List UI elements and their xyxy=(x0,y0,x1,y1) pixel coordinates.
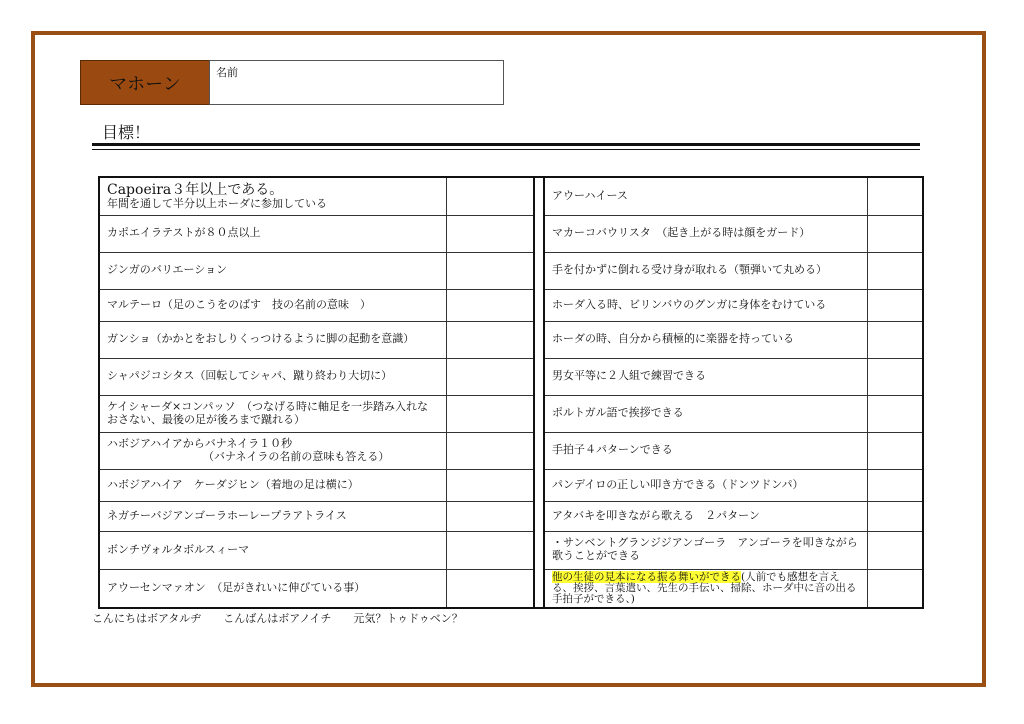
check-cell-right[interactable] xyxy=(867,252,923,289)
goal-right-cell: ホーダ入る時、ビリンバウのグンガに身体をむけている xyxy=(544,289,867,321)
table-row xyxy=(99,569,923,608)
check-cell-left[interactable] xyxy=(446,469,534,501)
goal-left-text: ハボジアハイアからバナネイラ１０秒 xyxy=(107,436,293,450)
highlighted-goal: 他の生徒の見本になる振る舞いができる xyxy=(552,570,741,583)
check-cell-right[interactable] xyxy=(867,358,923,395)
goal-left-cell: マルテーロ（足のこうをのばす 技の名前の意味 ） xyxy=(99,289,446,321)
table-row xyxy=(99,252,923,289)
goal-right-cell: アウーハイース xyxy=(544,177,867,215)
check-cell-left[interactable] xyxy=(446,252,534,289)
check-cell-right[interactable] xyxy=(867,469,923,501)
column-gap xyxy=(534,531,544,569)
check-cell-right[interactable] xyxy=(867,289,923,321)
goal-right-cell: ポルトガル語で挨拶できる xyxy=(544,395,867,432)
column-gap xyxy=(534,569,544,608)
goal-left-cell: カポエイラテストが８０点以上 xyxy=(99,215,446,252)
level-badge xyxy=(80,60,210,105)
goal-right-cell: 手を付かずに倒れる受け身が取れる（顎弾いて丸める） xyxy=(544,252,867,289)
goal-left-subtext: （バナネイラの名前の意味も答える） xyxy=(203,449,390,463)
check-cell-right[interactable] xyxy=(867,501,923,531)
table-row xyxy=(99,177,923,215)
goals-table xyxy=(98,176,924,609)
heading-rule-thin xyxy=(92,149,920,150)
table-row xyxy=(99,395,923,432)
table-row xyxy=(99,432,923,469)
goal-right-cell: パンデイロの正しい叩き方できる（ドンツドンパ） xyxy=(544,469,867,501)
column-gap xyxy=(534,501,544,531)
check-cell-left[interactable] xyxy=(446,432,534,469)
goal-right-cell: ・サンベントグランジジアンゴーラ アンゴーラを叩きながら歌うことができる xyxy=(544,531,867,569)
goal-left-cell: ガンショ（かかとをおしりくっつけるように脚の起動を意識） xyxy=(99,321,446,358)
goal-left-cell: ハボジアハイア ケーダジヒン（着地の足は横に） xyxy=(99,469,446,501)
check-cell-right[interactable] xyxy=(867,177,923,215)
check-cell-right[interactable] xyxy=(867,569,923,608)
goal-left-cell: アウーセンマァオン （足がきれいに伸びている事） xyxy=(99,569,446,608)
column-gap xyxy=(534,252,544,289)
goal-right-cell xyxy=(544,569,867,608)
goal-left-cell: ボンチヴォルタボルスィーマ xyxy=(99,531,446,569)
goal-right-cell: マカーコバウリスタ （起き上がる時は顔をガード） xyxy=(544,215,867,252)
name-label: 名前 xyxy=(216,66,238,79)
check-cell-right[interactable] xyxy=(867,215,923,252)
table-row xyxy=(99,215,923,252)
column-gap xyxy=(534,358,544,395)
goal-left-text: Capoeira３年以上である。 xyxy=(107,181,284,198)
check-cell-left[interactable] xyxy=(446,215,534,252)
check-cell-left[interactable] xyxy=(446,177,534,215)
column-gap xyxy=(534,215,544,252)
check-cell-right[interactable] xyxy=(867,321,923,358)
goal-left-cell: ネガチーバジアンゴーラホーレープラアトライス xyxy=(99,501,446,531)
goal-right-cell: ホーダの時、自分から積極的に楽器を持っている xyxy=(544,321,867,358)
goal-left-cell: ジンガのバリエーション xyxy=(99,252,446,289)
column-gap xyxy=(534,432,544,469)
check-cell-left[interactable] xyxy=(446,569,534,608)
table-row xyxy=(99,501,923,531)
check-cell-left[interactable] xyxy=(446,531,534,569)
check-cell-left[interactable] xyxy=(446,501,534,531)
goal-left-cell xyxy=(99,177,446,215)
table-row xyxy=(99,531,923,569)
column-gap xyxy=(534,395,544,432)
table-row xyxy=(99,469,923,501)
table-row xyxy=(99,321,923,358)
level-label: マホーン xyxy=(109,73,181,95)
check-cell-right[interactable] xyxy=(867,432,923,469)
name-field[interactable] xyxy=(209,60,504,105)
goal-right-cell: 男女平等に２人組で練習できる xyxy=(544,358,867,395)
table-row xyxy=(99,358,923,395)
goal-right-cell: アタバキを叩きながら歌える ２パターン xyxy=(544,501,867,531)
column-gap xyxy=(534,177,544,215)
check-cell-left[interactable] xyxy=(446,395,534,432)
heading-rule-thick xyxy=(92,143,920,146)
table-row xyxy=(99,289,923,321)
goal-left-cell xyxy=(99,432,446,469)
check-cell-right[interactable] xyxy=(867,531,923,569)
greeting-footer: こんにちはボアタルヂ こんばんはボアノイチ 元気？トゥドゥベン？ xyxy=(92,612,463,625)
goal-right-cell: 手拍子４パターンできる xyxy=(544,432,867,469)
check-cell-left[interactable] xyxy=(446,289,534,321)
goal-left-cell: ケイシャーダ×コンパッソ （つなげる時に軸足を一歩踏み入れなおさない、最後の足が後ろまで蹴れる） xyxy=(99,395,446,432)
check-cell-left[interactable] xyxy=(446,321,534,358)
check-cell-right[interactable] xyxy=(867,395,923,432)
column-gap xyxy=(534,321,544,358)
goal-left-subtext: 年間を通して半分以上ホーダに参加している xyxy=(107,196,327,210)
column-gap xyxy=(534,469,544,501)
check-cell-left[interactable] xyxy=(446,358,534,395)
goal-note: (人前でも感想を言える、挨拶、言葉遣い、先生の手伝い、掃除、ホーダ中に音の出る手拍子ができる、) xyxy=(552,570,857,605)
column-gap xyxy=(534,289,544,321)
goal-heading: 目標！ xyxy=(102,123,151,142)
goal-left-cell: シャパジコシタス（回転してシャパ、蹴り終わり大切に） xyxy=(99,358,446,395)
